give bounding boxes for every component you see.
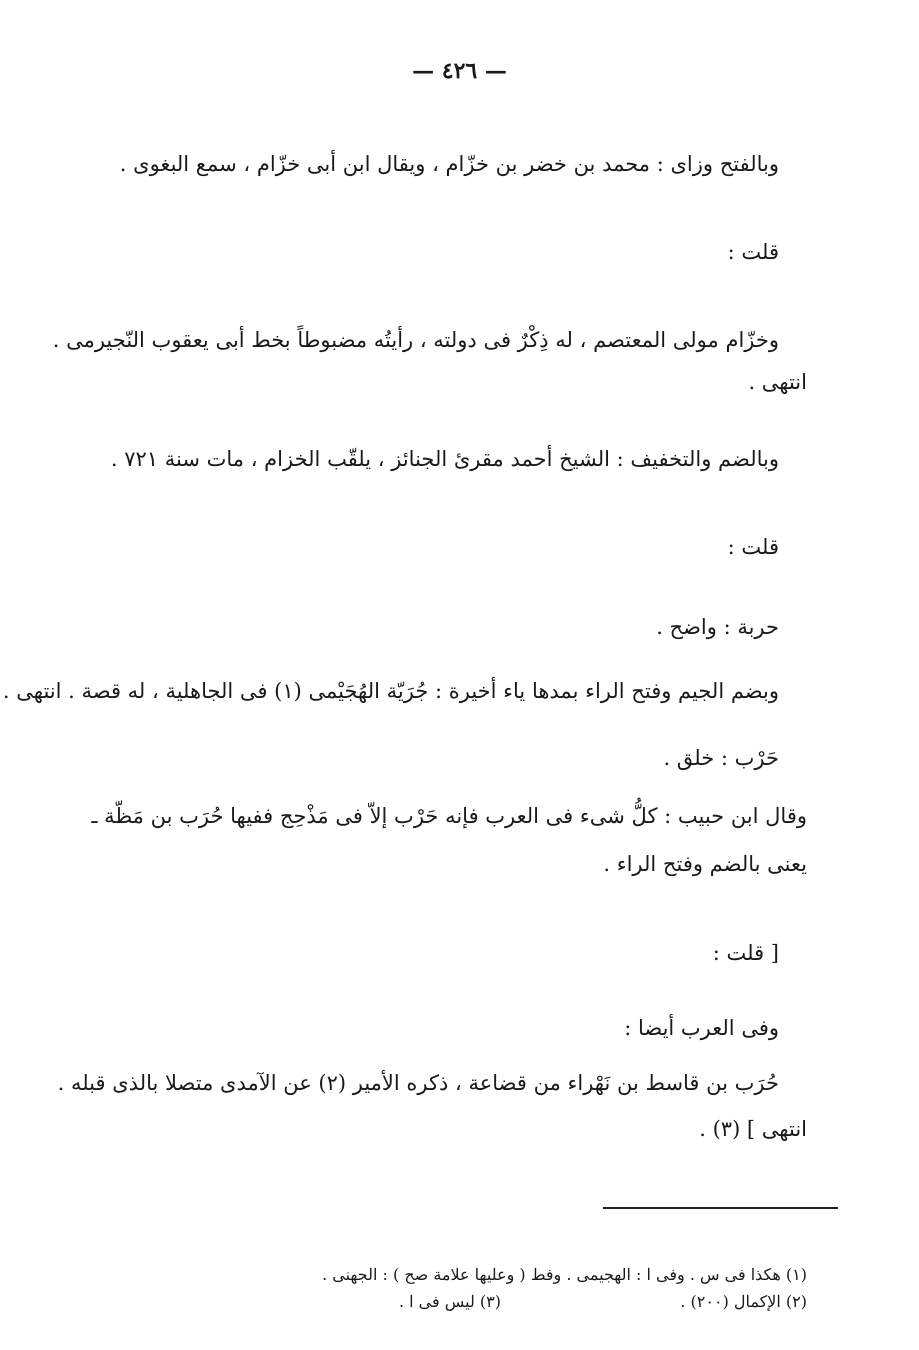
text-line: وفى العرب أيضا : bbox=[624, 1016, 779, 1040]
text-line: انتهى . bbox=[748, 370, 807, 394]
text-line: يعنى بالضم وفتح الراء . bbox=[603, 852, 807, 876]
text-line: وقال ابن حبيب : كلُّ شىء فى العرب فإنه حَرْب إلاّ فى مَذْحِج ففيها حُرَب بن مَظّة ـ bbox=[91, 804, 807, 828]
footnote-2: (٢) الإكمال (٢٠٠) . bbox=[680, 1292, 807, 1311]
text-line: قلت : bbox=[727, 240, 779, 264]
text-line: حَرْب : خلق . bbox=[663, 746, 779, 770]
text-line: وبالضم والتخفيف : الشيخ أحمد مقرئ الجنائز ، يلقّب الخزام ، مات سنة ٧٢١ . bbox=[110, 447, 779, 471]
page-number: — ٤٢٦ — bbox=[412, 58, 507, 84]
text-line: حُرَب بن قاسط بن نَهْراء من قضاعة ، ذكره الأمير (٢) عن الآمدى متصلا بالذى قبله . bbox=[57, 1071, 779, 1095]
footnote-1: (١) هكذا فى س . وفى ا : الهجيمى . وفط ( وعليها علامة صح ) : الجهنى . bbox=[322, 1265, 807, 1284]
footnote-3: (٣) ليس فى ا . bbox=[398, 1292, 501, 1311]
footnote-divider bbox=[603, 1207, 838, 1209]
text-line: [ قلت : bbox=[712, 941, 779, 965]
text-line: وبضم الجيم وفتح الراء بمدها ياء أخيرة : جُرَيّة الهُجَيْمى (١) فى الجاهلية ، له قصة . انتهى . bbox=[2, 679, 779, 703]
text-line: قلت : bbox=[727, 535, 779, 559]
text-line: حربة : واضح . bbox=[656, 615, 779, 639]
text-line: وخزّام مولى المعتصم ، له ذِكْرٌ فى دولته ، رأيتُه مضبوطاً بخط أبى يعقوب النّجيرمى . bbox=[52, 328, 779, 352]
text-line: انتهى ] (٣) . bbox=[699, 1117, 807, 1141]
text-line: وبالفتح وزاى : محمد بن خضر بن خزّام ، ويقال ابن أبى خزّام ، سمع البغوى . bbox=[119, 152, 779, 176]
